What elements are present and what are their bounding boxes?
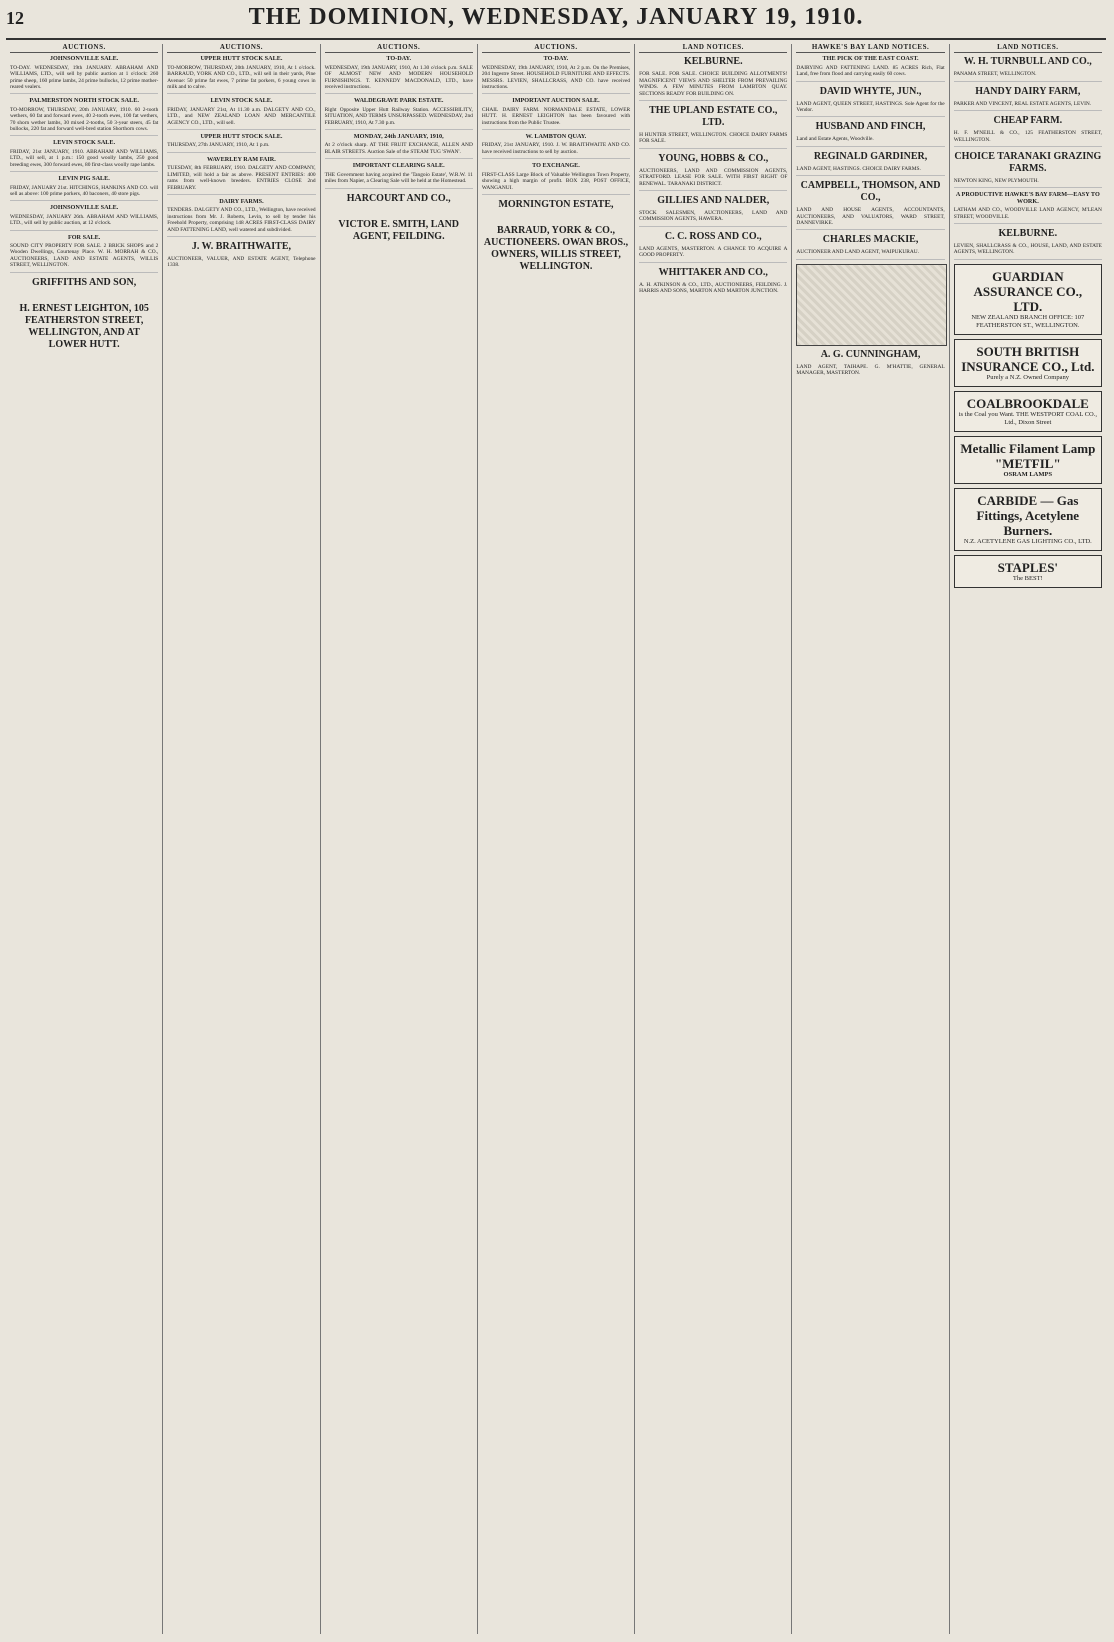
notice-head: LEVIN PIG SALE. bbox=[58, 175, 110, 183]
notice-head: FOR SALE. bbox=[67, 233, 101, 241]
notice bbox=[482, 163, 630, 195]
notice-body: Right Opposite Upper Hutt Railway Station. ACCESSIBILITY, SITUATION, AND TERMS UNSURPASSED. WEDNESDAY, 2nd FEBRUARY, 1910, At 7.30 p.m. bbox=[324, 106, 473, 126]
notice-body: TO-MORROW, THURSDAY, 20th JANUARY, 1910, At 1 o'clock. BARRAUD, YORK AND CO., LTD., will sell in their yards, Pine Avenue: 50 prime fat ewes, 7 prime fat porkers, 6 young cows in milk and to calve. bbox=[167, 64, 316, 91]
column-4 bbox=[477, 44, 634, 1634]
notice-head: THE PICK OF THE EAST COAST. bbox=[822, 55, 919, 63]
column-head: LAND NOTICES. bbox=[954, 44, 1102, 53]
notice bbox=[325, 163, 473, 188]
notice bbox=[482, 56, 630, 94]
notice bbox=[796, 121, 944, 146]
column-head: HAWKE'S BAY LAND NOTICES. bbox=[796, 44, 944, 53]
notice-body: TENDERS. DALGETY AND CO., LTD., Wellington, have received instructions from Mr. J. Roberts, Levin, to sell by tender his Freehold Property, comprising 148 ACRES FIRST-CLASS DAIRY AND FATTENING LAND, well watered and subdivided. bbox=[167, 207, 316, 233]
notice bbox=[954, 192, 1102, 224]
notice-body: LAND AND HOUSE AGENTS, ACCOUNTANTS, AUCTIONEERS, AND VALUATORS, WARD STREET, DANNEVIRKE. bbox=[796, 207, 945, 227]
column-head: LAND NOTICES. bbox=[639, 44, 787, 53]
notice-body: FOR SALE. FOR SALE. CHOICE BUILDING ALLOTMENTS! MAGNIFICENT VIEWS AND SHELTER FROM PREVAILING WINDS. A FEW MINUTES FROM LAMBTON QUAY. SECTIONS READY FOR BUILDING ON. bbox=[639, 71, 788, 97]
notice bbox=[167, 98, 315, 130]
notice bbox=[167, 157, 315, 195]
notice-head: YOUNG, HOBBS & CO., bbox=[658, 152, 769, 164]
advertiser-bottom: A. H. ATKINSON & CO., LTD., AUCTIONEERS, FEILDING. J. HARRIS AND SONS, MARTON AND MARTON JUNCTION. bbox=[639, 281, 788, 295]
notice-body: NEWTON KING, NEW PLYMOUTH. bbox=[953, 178, 1039, 185]
ad-sub: NEW ZEALAND BRANCH OFFICE: 107 FEATHERSTON ST., WELLINGTON. bbox=[971, 313, 1085, 329]
ad-sub: is the Coal you Want. THE WESTPORT COAL CO., Ltd., Dixon Street bbox=[958, 410, 1097, 426]
notice-head: JOHNSONVILLE SALE. bbox=[49, 204, 119, 212]
ad-title: COALBROOKDALE bbox=[966, 395, 1089, 411]
notice-head: TO-DAY. bbox=[386, 55, 412, 63]
notice bbox=[325, 134, 473, 159]
ad-title: SOUTH BRITISH INSURANCE CO., Ltd. bbox=[961, 343, 1095, 374]
notice bbox=[639, 195, 787, 227]
notice-body: LATHAM AND CO., WOODVILLE LAND AGENCY, M'LEAN STREET, WOODVILLE. bbox=[953, 207, 1102, 220]
notice-head: KELBURNE. bbox=[998, 228, 1058, 240]
notice-body: TO-DAY. WEDNESDAY, 19th JANUARY. ABRAHAM AND WILLIAMS, LTD., will sell by public auction at 1 o'clock: 260 prime sheep, 160 prime lambs, 24 prime bullocks, 12 prime mother-reared vealers. bbox=[10, 64, 159, 91]
notice-body: Land and Estate Agents, Woodville. bbox=[796, 136, 874, 143]
notice-head: C. C. ROSS AND CO., bbox=[664, 230, 762, 242]
notice bbox=[482, 98, 630, 130]
notice bbox=[954, 151, 1102, 188]
notice-body: DAIRYING AND FATTENING LAND. 85 ACRES Rich, Flat Land, free from flood and carrying easily 60 cows. bbox=[796, 64, 945, 78]
notice bbox=[325, 56, 473, 94]
notice-head: UPPER HUTT STOCK SALE. bbox=[200, 55, 283, 63]
columns bbox=[6, 44, 1106, 1634]
column-5 bbox=[634, 44, 791, 1634]
ad-sub: Purely a N.Z. Owned Company bbox=[986, 373, 1069, 381]
notice-body: At 2 o'clock sharp. AT THE FRUIT EXCHANGE, ALLEN AND BLAIR STREETS. Auction Sale of the STEAM TUG 'SWAN'. bbox=[324, 142, 473, 155]
ad-title: STAPLES' bbox=[997, 559, 1059, 575]
carbide-ad bbox=[954, 488, 1102, 551]
notice-head: TO EXCHANGE. bbox=[532, 162, 580, 170]
notice-body: TUESDAY, 8th FEBRUARY, 1910. DALGETY AND COMPANY, LIMITED, will hold a fair as above. PRESENT ENTRIES: 400 rams from well-known breeders. ENTRIES CLOSE 2nd FEBRUARY. bbox=[167, 165, 316, 191]
notice bbox=[796, 180, 944, 230]
notice bbox=[954, 86, 1102, 111]
notice-body: FRIDAY, 21st JANUARY, 1910. ABRAHAM AND WILLIAMS, LTD., will sell, at 1 p.m.: 150 good woolly lambs, 250 good breeding ewes, 300 forward ewes, 80 first-class woolly rape lambs. bbox=[10, 148, 159, 168]
column-3 bbox=[320, 44, 477, 1634]
notice bbox=[10, 235, 158, 273]
notice-head: A PRODUCTIVE HAWKE'S BAY FARM—EASY TO WORK. bbox=[955, 191, 1100, 205]
ad-title: GUARDIAN ASSURANCE CO., LTD. bbox=[973, 268, 1083, 314]
notice bbox=[10, 140, 158, 172]
column-7 bbox=[949, 44, 1106, 1634]
advertiser-name: WHITTAKER AND CO., bbox=[658, 266, 768, 278]
notice-body: AUCTIONEER AND LAND AGENT, WAIPUKURAU. bbox=[796, 249, 919, 256]
notice-head: CHEAP FARM. bbox=[993, 115, 1063, 127]
notice-body: LAND AGENT, QUEEN STREET, HASTINGS. Sole Agent for the Vendor. bbox=[796, 100, 945, 114]
notice-head: HUSBAND AND FINCH, bbox=[815, 121, 926, 133]
notice-head: CHOICE TARANAKI GRAZING FARMS. bbox=[954, 151, 1102, 175]
newspaper-title: THE DOMINION, WEDNESDAY, JANUARY 19, 1910. bbox=[248, 4, 864, 30]
notice-head: MONDAY, 24th JANUARY, 1910, bbox=[353, 133, 444, 141]
ad-title: Metallic Filament Lamp "METFIL" bbox=[960, 440, 1096, 471]
notice bbox=[10, 98, 158, 136]
staples-ad bbox=[954, 555, 1102, 588]
notice bbox=[796, 56, 944, 81]
notice-head: CHARLES MACKIE, bbox=[822, 234, 919, 246]
notice bbox=[639, 231, 787, 263]
advertiser-name: MORNINGTON ESTATE, bbox=[498, 198, 614, 210]
notice bbox=[10, 176, 158, 201]
advertiser-name: A. G. CUNNINGHAM, bbox=[820, 348, 921, 360]
advertiser-bottom: VICTOR E. SMITH, LAND AGENT, FEILDING. bbox=[338, 218, 460, 242]
notice bbox=[639, 56, 787, 101]
notice-head: GILLIES AND NALDER, bbox=[657, 195, 770, 207]
notice-body: H HUNTER STREET, WELLINGTON. CHOICE DAIRY FARMS FOR SALE. bbox=[639, 132, 788, 145]
notice-head: W. H. TURNBULL AND CO., bbox=[963, 56, 1092, 68]
notice-body: WEDNESDAY, 19th JANUARY, 1910, At 1.30 o'clock p.m. SALE OF ALMOST NEW AND MODERN HOUSEHOLD FURNISHINGS. T. KENNEDY MACDONALD, LTD., have received instructions. bbox=[324, 64, 473, 91]
column-2 bbox=[162, 44, 319, 1634]
ad-sub: OSRAM LAMPS bbox=[1003, 470, 1053, 478]
coalbrookdale-ad bbox=[954, 391, 1102, 432]
notice-body: THURSDAY, 27th JANUARY, 1910, At 1 p.m. bbox=[167, 142, 270, 149]
ad-title: CARBIDE — Gas Fittings, Acetylene Burners. bbox=[976, 492, 1080, 538]
column-head: AUCTIONS. bbox=[167, 44, 315, 53]
advertiser-bottom: AUCTIONEER, VALUER, AND ESTATE AGENT, Telephone 1338. bbox=[167, 255, 316, 269]
notice-head: IMPORTANT CLEARING SALE. bbox=[352, 162, 445, 170]
notice-body: STOCK SALESMEN, AUCTIONEERS, LAND AND COMMISSION AGENTS, HAWERA. bbox=[639, 210, 788, 223]
notice-body: FRIDAY, 21st JANUARY, 1910. J. W. BRAITHWAITE AND CO. have received instructions to sell by auction. bbox=[481, 142, 631, 155]
newspaper-page bbox=[6, 4, 1106, 1638]
notice-head: IMPORTANT AUCTION SALE. bbox=[512, 97, 600, 105]
advertiser-bottom: BARRAUD, YORK & CO., AUCTIONEERS. OWAN BROS., OWNERS, WILLIS STREET, WELLINGTON. bbox=[483, 224, 629, 272]
notice-head: CAMPBELL, THOMSON, AND CO., bbox=[800, 180, 941, 204]
ad-sub: The BEST! bbox=[1012, 574, 1043, 582]
notice-body: PARKER AND VINCENT, REAL ESTATE AGENTS, LEVIN. bbox=[953, 100, 1092, 107]
notice bbox=[167, 134, 315, 153]
notice bbox=[10, 205, 158, 230]
notice-head: W. LAMBTON QUAY. bbox=[525, 133, 587, 141]
notice-body: FRIDAY, JANUARY 21st, At 11.30 a.m. DALGETY AND CO., LTD., and NEW ZEALAND LOAN AND MERCANTILE AGENCY CO., LTD., will sell. bbox=[167, 106, 316, 126]
notice-body: SOUND CITY PROPERTY FOR SALE. 2 BRICK SHOPS and 2 Wooden Dwellings, Courtenay Place. W. H. MORRAH & CO., AUCTIONEERS, LAND AND ESTATE AGENTS, WILLIS STREET, WELLINGTON. bbox=[10, 242, 159, 269]
notice-body: LAND AGENT, HASTINGS. CHOICE DAIRY FARMS. bbox=[796, 165, 921, 172]
column-1 bbox=[6, 44, 162, 1634]
notice-head: DAVID WHYTE, JUN., bbox=[819, 85, 922, 97]
notice bbox=[954, 228, 1102, 260]
advertiser-bottom: LAND AGENT, TAIHAPE. G. M'HATTIE, GENERAL MANAGER, MASTERTON. bbox=[796, 363, 945, 377]
notice-head: REGINALD GARDINER, bbox=[813, 150, 928, 162]
notice-head: LEVIN STOCK SALE. bbox=[210, 97, 273, 105]
notice bbox=[10, 56, 158, 94]
notice-head: WALDEGRAVE PARK ESTATE. bbox=[353, 97, 444, 105]
advertiser-name: GRIFFITHS AND SON, bbox=[32, 276, 137, 288]
notice-body: FIRST-CLASS Large Block of Valuable Wellington Town Property, showing a high margin of profit. BOX 238, POST OFFICE, WANGANUI. bbox=[481, 171, 631, 191]
notice-body: PANAMA STREET, WELLINGTON. bbox=[953, 71, 1037, 78]
column-head: AUCTIONS. bbox=[482, 44, 630, 53]
notice bbox=[325, 98, 473, 130]
notice-head: UPPER HUTT STOCK SALE. bbox=[200, 133, 283, 141]
column-6 bbox=[791, 44, 948, 1634]
advertiser-bottom: H. ERNEST LEIGHTON, 105 FEATHERSTON STREET, WELLINGTON, AND AT LOWER HUTT. bbox=[19, 302, 149, 350]
advertiser-name: J. W. BRAITHWAITE, bbox=[191, 240, 292, 252]
south-british-ad bbox=[954, 339, 1102, 387]
notice bbox=[167, 56, 315, 94]
notice-body: LAND AGENTS, MASTERTON. A CHANCE TO ACQUIRE A GOOD PROPERTY. bbox=[639, 245, 788, 259]
notice-head: PALMERSTON NORTH STOCK SALE. bbox=[29, 97, 139, 105]
notice-body: THE Government having acquired the 'Tangoio Estate', W.R.W. 11 miles from Napier, a Clearing Sale will be held at the Homestead. bbox=[324, 171, 473, 185]
notice bbox=[796, 86, 944, 118]
notice-body: CHAIL DAIRY FARM. NORMANDALE ESTATE, LOWER HUTT. H. ERNEST LEIGHTON has been favoured with instructions from the Public Trustee. bbox=[481, 106, 631, 126]
ad-sub: N.Z. ACETYLENE GAS LIGHTING CO., LTD. bbox=[963, 537, 1092, 545]
notice bbox=[639, 105, 787, 149]
notice bbox=[796, 234, 944, 259]
osram-ad bbox=[954, 436, 1102, 484]
column-head: AUCTIONS. bbox=[325, 44, 473, 53]
notice-head: JOHNSONVILLE SALE. bbox=[49, 55, 119, 63]
notice-body: AUCTIONEERS, LAND AND COMMISSION AGENTS, STRATFORD. LEASE FOR SALE. WITH FIRST RIGHT OF RENEWAL. TARANAKI DISTRICT. bbox=[639, 167, 788, 187]
masthead bbox=[6, 4, 1106, 40]
notice-body: WEDNESDAY, 19th JANUARY, 1910, At 2 p.m. On the Premises, 204 Ingestre Street. HOUSEHOLD FURNITURE AND EFFECTS. MESSRS. LEVIEN, SHALLCRASS, AND CO. have received instructions. bbox=[481, 64, 631, 91]
notice bbox=[954, 115, 1102, 147]
notice-body: LEVIEN, SHALLCRASS & CO., HOUSE, LAND, AND ESTATE AGENTS, WELLINGTON. bbox=[953, 243, 1102, 256]
page-number: 12 bbox=[6, 8, 24, 28]
notice bbox=[954, 56, 1102, 81]
notice-head: LEVIN STOCK SALE. bbox=[53, 139, 116, 147]
notice-body: FRIDAY, JANUARY 21st. HITCHINGS, HANKINS AND CO. will sell as above: 100 prime porkers, 40 baconers, 40 store pigs. bbox=[10, 184, 159, 197]
advertiser-name: HARCOURT AND CO., bbox=[346, 192, 451, 204]
notice bbox=[167, 199, 315, 237]
notice-head: HANDY DAIRY FARM, bbox=[975, 85, 1081, 97]
notice-head: THE UPLAND ESTATE CO., LTD. bbox=[649, 105, 778, 129]
notice-body: H. F. M'NEILL & CO., 125 FEATHERSTON STREET, WELLINGTON. bbox=[953, 130, 1102, 143]
notice bbox=[482, 134, 630, 159]
notice bbox=[796, 151, 944, 176]
guardian-ad bbox=[954, 264, 1102, 335]
notice-head: DAIRY FARMS. bbox=[219, 197, 264, 205]
notice-head: KELBURNE. bbox=[683, 56, 743, 68]
column-head: AUCTIONS. bbox=[10, 44, 158, 53]
generator-illustration bbox=[796, 264, 946, 346]
notice-head: TO-DAY. bbox=[543, 55, 569, 63]
notice bbox=[639, 153, 787, 191]
notice-body: TO-MORROW, THURSDAY, 20th JANUARY, 1910. 60 2-tooth wethers, 60 fat and forward ewes, 40 2-tooth ewes, 100 fat wethers, 70 shorn wether lambs, 30 mixed 2-tooths, 50 3-year steers, 45 fat bullocks, 220 fat and forward well-bred station Shorthorn cows. bbox=[10, 106, 159, 133]
notice-body: WEDNESDAY, JANUARY 26th. ABRAHAM AND WILLIAMS, LTD., will sell by public auction, at 12 o'clock. bbox=[10, 213, 159, 227]
notice-head: WAVERLEY RAM FAIR. bbox=[207, 155, 276, 163]
